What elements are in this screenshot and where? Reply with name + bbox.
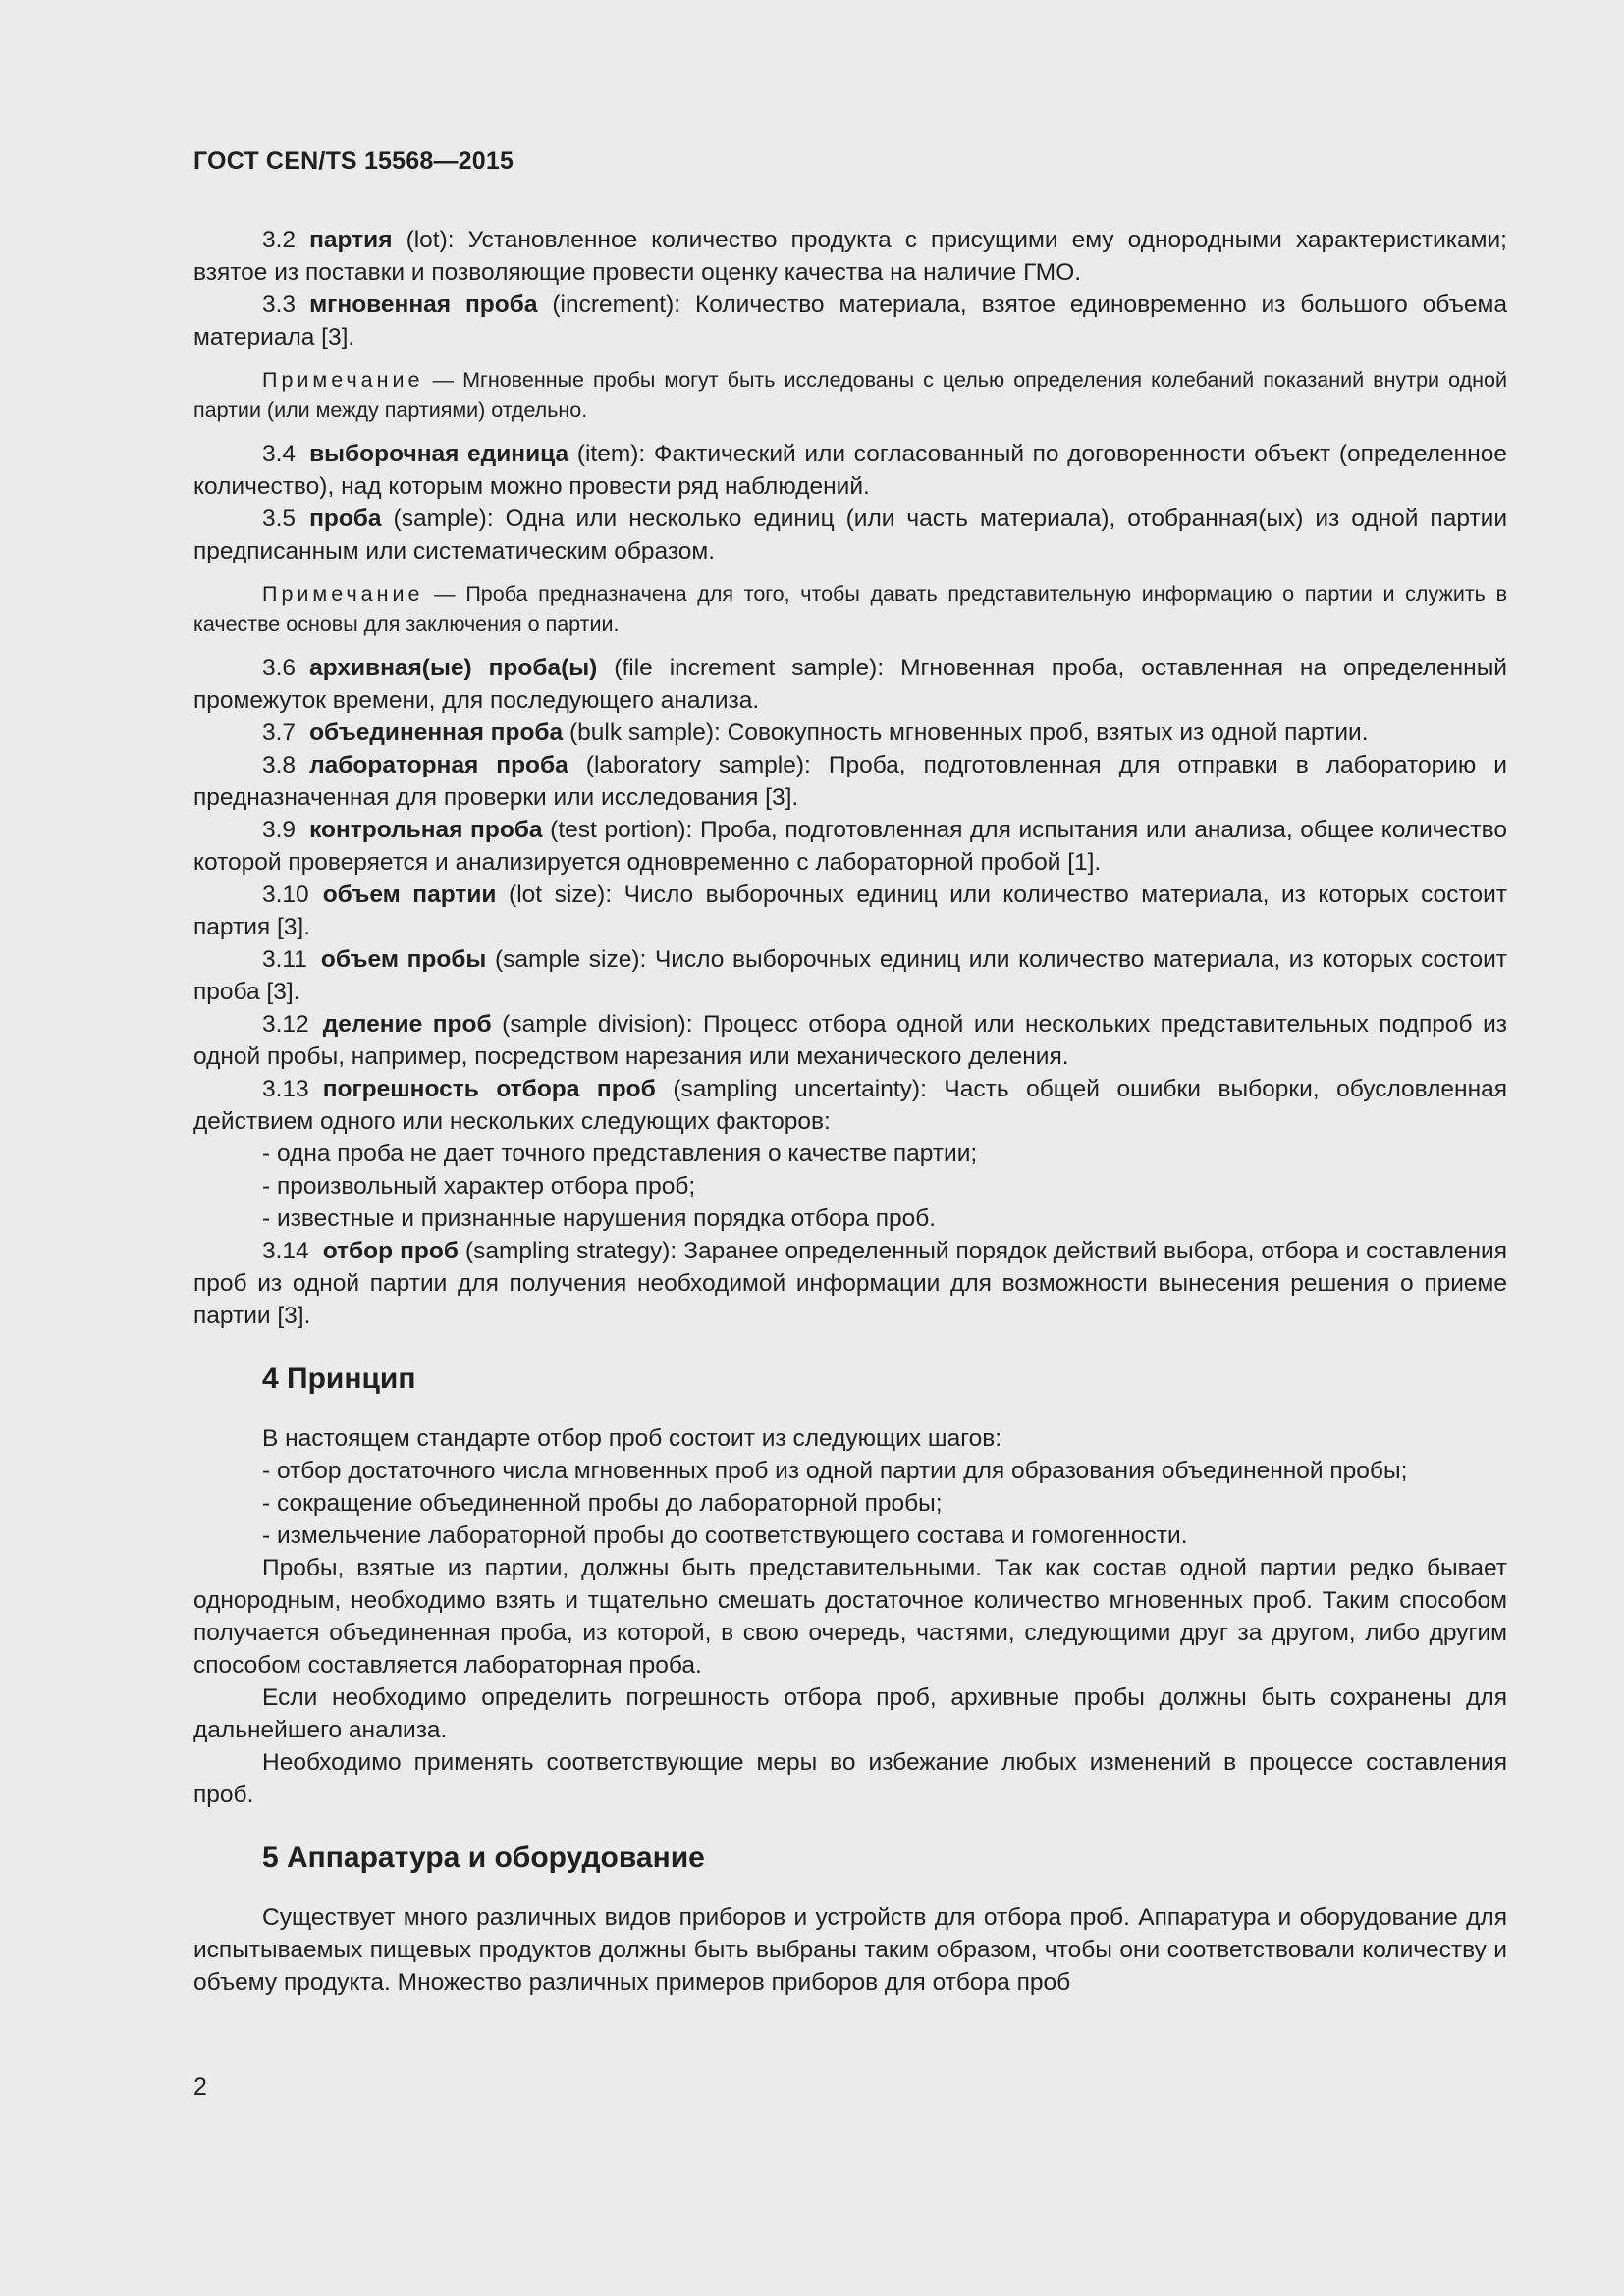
term-number: 3.10	[262, 881, 309, 908]
term-name: контрольная проба	[309, 817, 543, 843]
term-name: мгновенная проба	[309, 292, 538, 318]
term-definition: (sample): Одна или несколько единиц (или часть материала), отобранная(ых) из одной партии предписанным или систематическим образом.	[193, 506, 1508, 564]
term-3-6	[193, 652, 1507, 717]
term-definition: (file increment sample): Мгновенная проба, оставленная на определенный промежуток времени, для последующего анализа.	[193, 655, 1507, 714]
term-name: объем пробы	[320, 946, 487, 973]
note-label: Примечание	[262, 582, 424, 606]
term-number: 3.6	[262, 655, 297, 681]
section-4-heading: 4 Принцип	[262, 1362, 416, 1395]
term-name: выборочная единица	[309, 441, 569, 467]
document-body	[193, 224, 1507, 1999]
list-item: - отбор достаточного числа мгновенных проб из одной партии для образования объединенной пробы;	[262, 1458, 1408, 1484]
term-number: 3.8	[262, 752, 297, 778]
note-1	[193, 365, 1507, 426]
note-text: — Мгновенные пробы могут быть исследованы с целью определения колебаний показаний внутри одной партии (или между партиями) отдельно.	[193, 368, 1508, 422]
paragraph: Необходимо применять соответствующие меры во избежание любых изменений в процессе составления проб.	[193, 1749, 1507, 1808]
term-number: 3.9	[262, 817, 297, 843]
paragraph: Пробы, взятые из партии, должны быть представительными. Так как состав одной партии редко бывает однородным, необходимо взять и тщательно смешать достаточное количество мгновенных проб. Таким способом получается объединенная проба, из которой, в свою очередь, частями, следующими друг за другом, либо другим способом составляется лабораторная проба.	[193, 1555, 1507, 1679]
term-definition: (sampling uncertainty): Часть общей ошибки выборки, обусловленная действием одного или нескольких следующих факторов:	[193, 1076, 1507, 1135]
list-item: - сокращение объединенной пробы до лабораторной пробы;	[262, 1490, 943, 1517]
section-4-intro: В настоящем стандарте отбор проб состоит из следующих шагов:	[262, 1425, 1002, 1452]
term-name: партия	[309, 227, 393, 253]
term-name: архивная(ые) проба(ы)	[309, 655, 598, 681]
term-number: 3.2	[262, 227, 297, 253]
term-3-4	[193, 438, 1507, 503]
term-definition: (sample division): Процесс отбора одной или нескольких представительных подпроб из одной пробы, например, посредством нарезания или механического деления.	[193, 1011, 1507, 1070]
term-3-3	[193, 289, 1507, 353]
paragraph: Существует много различных видов приборов и устройств для отбора проб. Аппаратура и оборудование для испытываемых пищевых продуктов должны быть выбраны таким образом, чтобы они соответствовали количеству и объему продукта. Множество различных примеров приборов для отбора проб	[193, 1904, 1507, 1996]
term-number: 3.4	[262, 441, 297, 467]
list-item: - известные и признанные нарушения порядка отбора проб.	[262, 1205, 937, 1232]
term-3-12	[193, 1008, 1507, 1073]
term-name: лабораторная проба	[309, 752, 568, 778]
term-number: 3.13	[262, 1076, 309, 1102]
paragraph: Если необходимо определить погрешность отбора проб, архивные пробы должны быть сохранены для дальнейшего анализа.	[193, 1684, 1507, 1743]
term-3-8	[193, 749, 1507, 814]
term-number: 3.5	[262, 506, 297, 532]
term-number: 3.14	[262, 1238, 309, 1264]
note-2	[193, 579, 1507, 640]
term-number: 3.7	[262, 720, 297, 746]
note-label: Примечание	[262, 368, 424, 392]
term-name: объем партии	[322, 881, 497, 908]
list-item: - произвольный характер отбора проб;	[262, 1173, 696, 1200]
term-name: проба	[309, 506, 382, 532]
term-3-10	[193, 879, 1507, 943]
term-3-7	[193, 717, 1507, 749]
term-definition: (sampling strategy): Заранее определенный порядок действий выбора, отбора и составления проб из одной партии для получения необходимой информации для возможности вынесения решения о приеме партии [3].	[193, 1238, 1507, 1329]
note-text: — Проба предназначена для того, чтобы давать представительную информацию о партии и служить в качестве основы для заключения о партии.	[193, 582, 1507, 636]
term-3-11	[193, 943, 1507, 1008]
term-3-14	[193, 1235, 1507, 1332]
document-header: ГОСТ CEN/TS 15568—2015	[193, 147, 514, 175]
page-number: 2	[193, 2073, 207, 2101]
term-definition: (lot size): Число выборочных единиц или количество материала, из которых состоит партия [3].	[193, 881, 1507, 940]
term-definition: (sample size): Число выборочных единиц или количество материала, из которых состоит проба [3].	[193, 946, 1507, 1005]
term-number: 3.3	[262, 292, 297, 318]
term-3-5	[193, 503, 1507, 567]
section-5-heading: 5 Аппаратура и оборудование	[262, 1842, 705, 1874]
term-3-13	[193, 1073, 1507, 1138]
term-3-2	[193, 224, 1507, 289]
term-definition: (laboratory sample): Проба, подготовленная для отправки в лабораторию и предназначенная для проверки или исследования [3].	[193, 752, 1507, 811]
term-definition: (increment): Количество материала, взятое единовременно из большого объема материала [3].	[193, 292, 1507, 350]
term-number: 3.11	[262, 946, 307, 973]
term-name: погрешность отбора проб	[322, 1076, 656, 1102]
term-name: объединенная проба	[309, 720, 564, 746]
term-3-9	[193, 814, 1507, 879]
term-definition: (test portion): Проба, подготовленная для испытания или анализа, общее количество которой проверяется и анализируется одновременно с лабораторной пробой [1].	[193, 817, 1507, 876]
list-item: - измельчение лабораторной пробы до соответствующего состава и гомогенности.	[262, 1522, 1188, 1549]
term-definition: (item): Фактический или согласованный по договоренности объект (определенное количество), над которым можно провести ряд наблюдений.	[193, 441, 1507, 500]
list-item: - одна проба не дает точного представления о качестве партии;	[262, 1141, 978, 1167]
term-definition: (bulk sample): Совокупность мгновенных проб, взятых из одной партии.	[569, 720, 1369, 746]
term-name: деление проб	[322, 1011, 492, 1038]
term-name: отбор проб	[322, 1238, 459, 1264]
term-number: 3.12	[262, 1011, 309, 1038]
term-definition: (lot): Установленное количество продукта с присущими ему однородными характеристиками; взятое из поставки и позволяющие провести оценку качества на наличие ГМО.	[193, 227, 1507, 286]
